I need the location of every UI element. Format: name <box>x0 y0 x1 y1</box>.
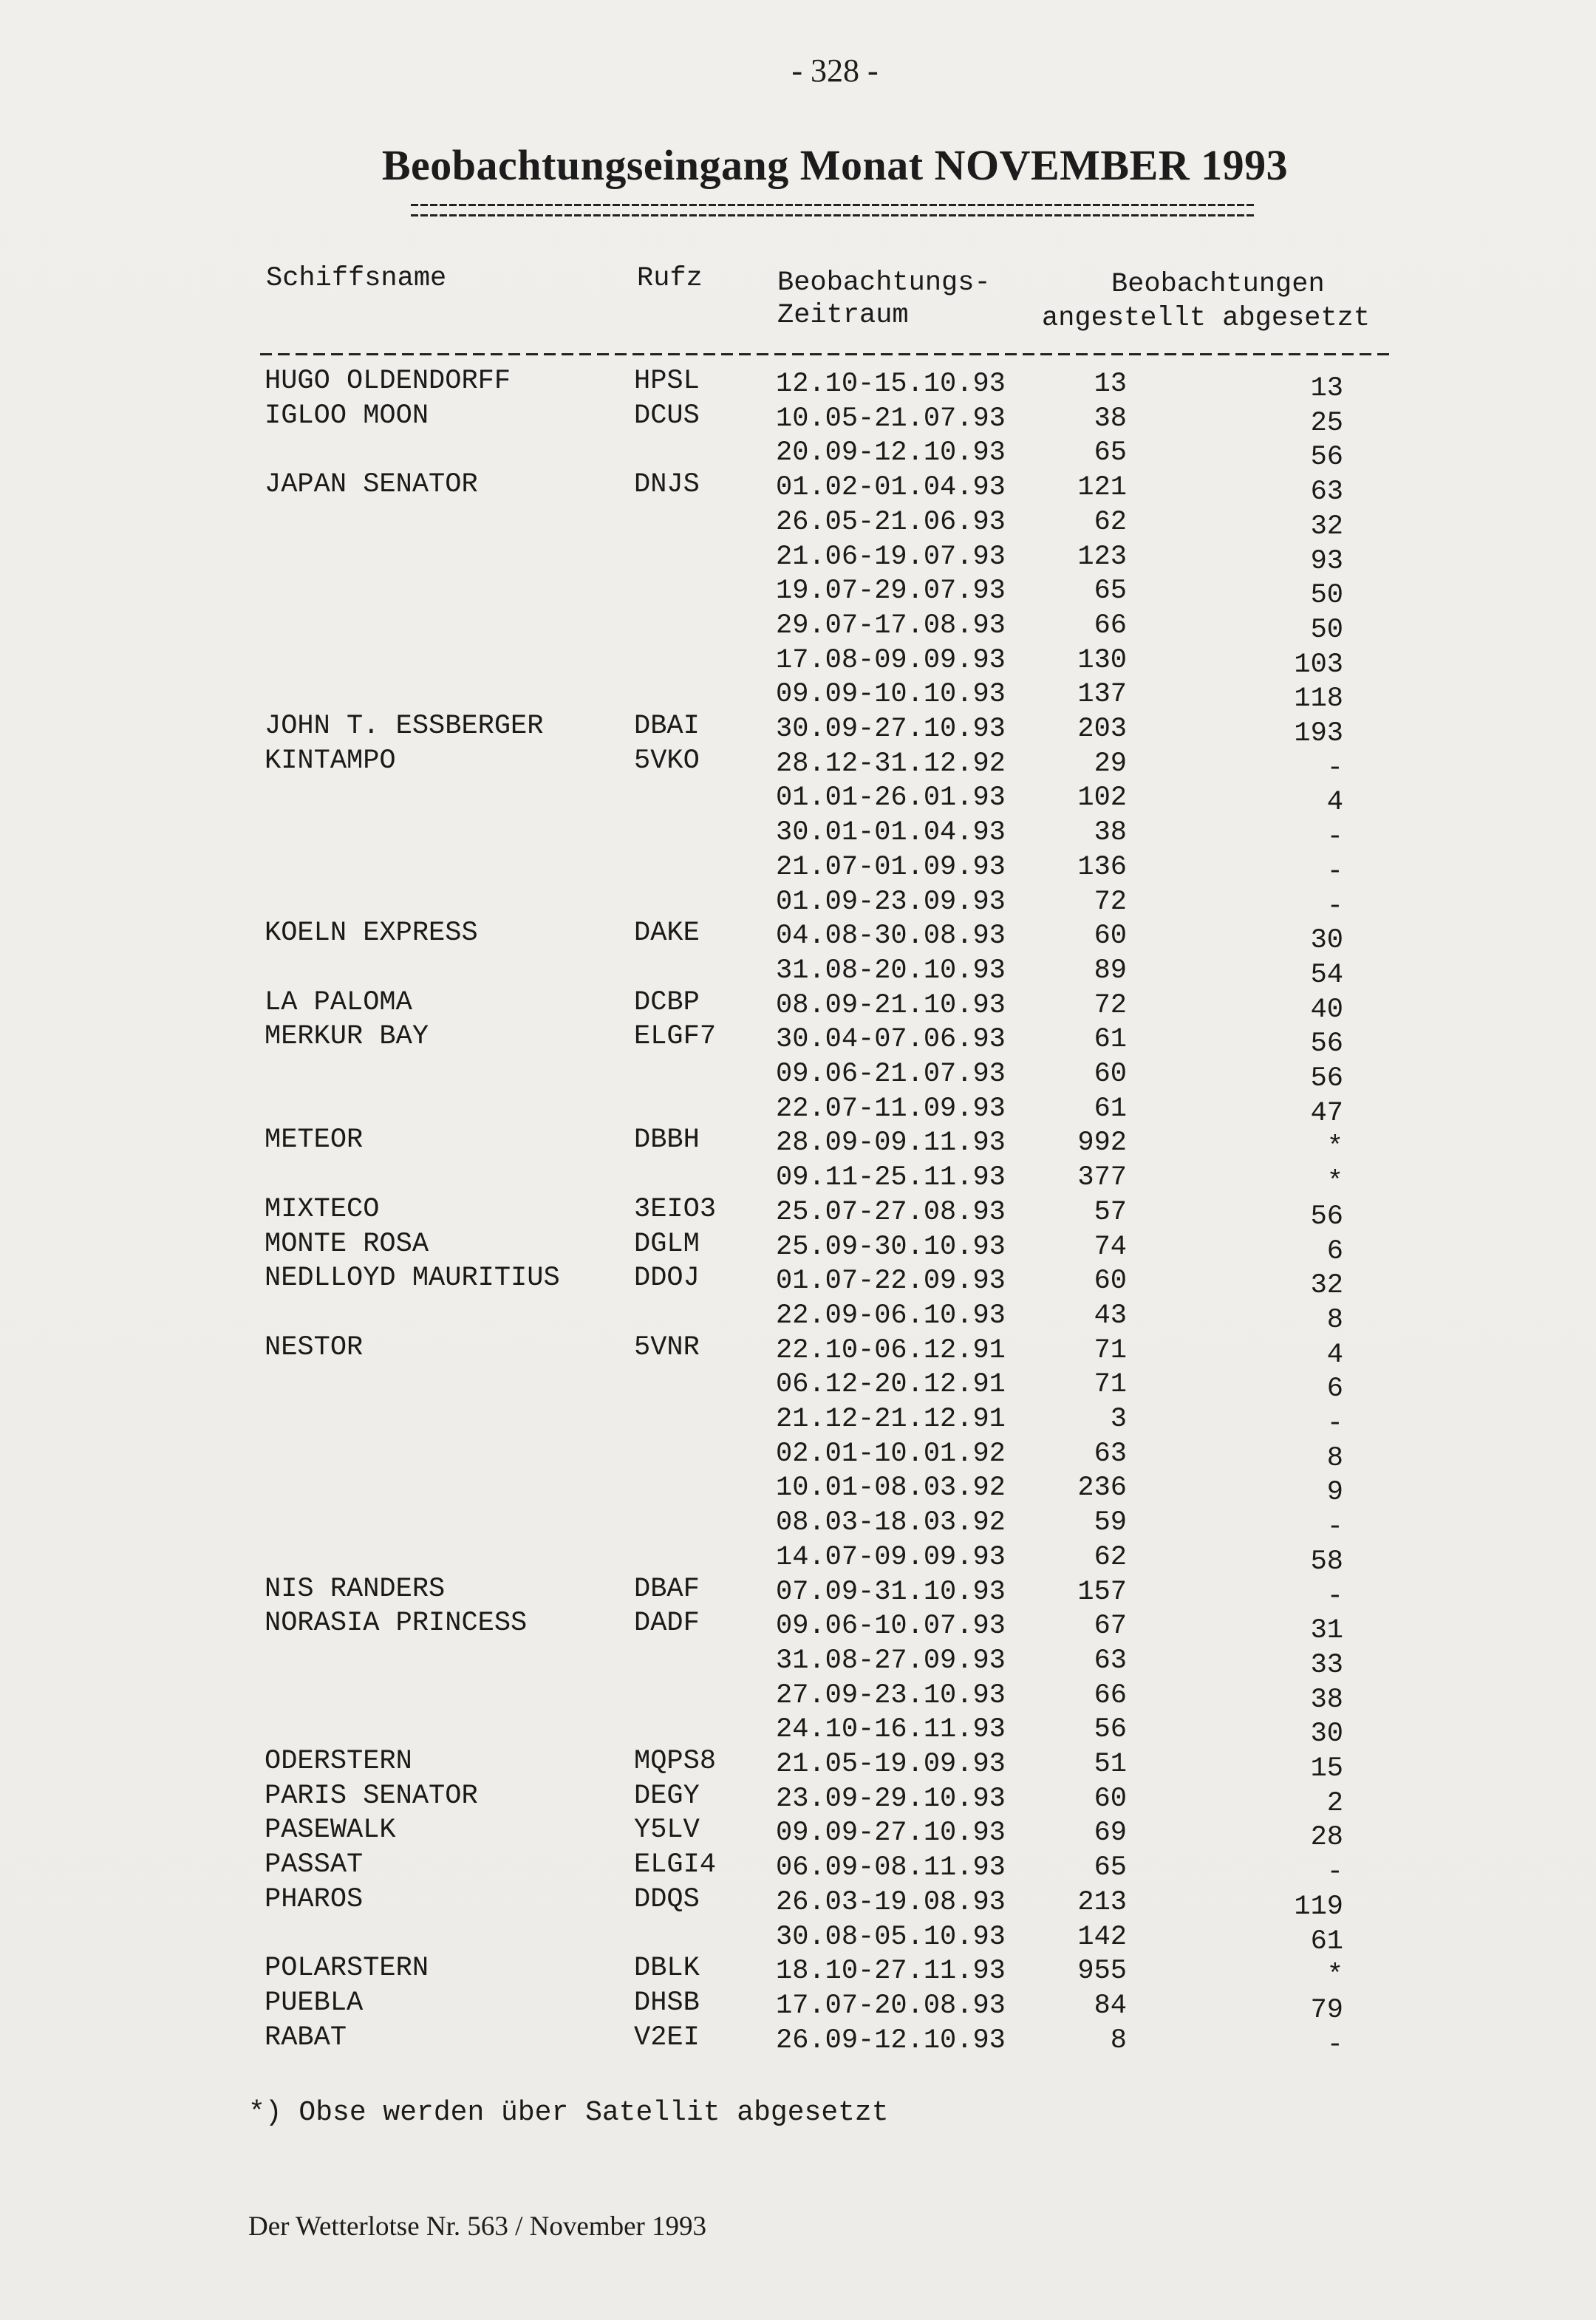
cell-ship-name: JAPAN SENATOR <box>265 469 478 501</box>
cell-period: 21.12-21.12.91 <box>776 1404 1006 1435</box>
cell-observations-sent: 33 <box>1310 1649 1343 1681</box>
cell-callsign: DGLM <box>634 1228 700 1260</box>
cell-period: 22.07-11.09.93 <box>776 1093 1006 1125</box>
cell-ship-name: PASEWALK <box>265 1815 396 1846</box>
cell-observations-made: 71 <box>1094 1369 1127 1401</box>
cell-period: 31.08-20.10.93 <box>776 955 1006 986</box>
cell-period: 09.11-25.11.93 <box>776 1162 1006 1194</box>
cell-observations-made: 3 <box>1110 1404 1127 1435</box>
header-period-line2: Zeitraum <box>777 300 909 331</box>
cell-observations-made: 72 <box>1094 989 1127 1021</box>
cell-period: 21.06-19.07.93 <box>776 541 1006 573</box>
cell-observations-made: 236 <box>1077 1473 1127 1504</box>
cell-observations-sent: - <box>1326 1512 1343 1543</box>
cell-observations-sent: 61 <box>1310 1925 1343 1957</box>
cell-ship-name: MERKUR BAY <box>265 1021 429 1053</box>
cell-period: 08.09-21.10.93 <box>776 989 1006 1021</box>
cell-observations-made: 67 <box>1094 1611 1127 1642</box>
page-number: - 328 - <box>791 52 879 89</box>
cell-ship-name: POLARSTERN <box>265 1953 429 1985</box>
cell-callsign: DCBP <box>634 986 700 1018</box>
cell-callsign: DDOJ <box>634 1263 700 1294</box>
cell-ship-name: METEOR <box>265 1125 364 1156</box>
cell-observations-sent: 9 <box>1326 1477 1343 1509</box>
cell-period: 01.01-26.01.93 <box>776 782 1006 814</box>
cell-observations-sent: * <box>1326 1167 1343 1198</box>
cell-observations-sent: 30 <box>1310 925 1343 957</box>
cell-observations-sent: 2 <box>1326 1787 1343 1819</box>
cell-observations-made: 955 <box>1077 1956 1127 1988</box>
cell-observations-sent: 25 <box>1310 407 1343 439</box>
cell-observations-made: 72 <box>1094 886 1127 918</box>
cell-callsign: DBAI <box>634 711 700 742</box>
cell-ship-name: NEDLLOYD MAURITIUS <box>265 1263 560 1294</box>
cell-period: 09.09-27.10.93 <box>776 1818 1006 1849</box>
cell-observations-sent: - <box>1326 890 1343 922</box>
cell-period: 31.08-27.09.93 <box>776 1645 1006 1676</box>
cell-observations-sent: 58 <box>1310 1546 1343 1577</box>
cell-observations-made: 66 <box>1094 610 1127 641</box>
cell-period: 09.06-10.07.93 <box>776 1611 1006 1642</box>
cell-callsign: DEGY <box>634 1780 700 1812</box>
header-observations-line2: angestellt abgesetzt <box>1042 303 1371 334</box>
cell-callsign: DNJS <box>634 469 700 501</box>
cell-period: 30.09-27.10.93 <box>776 714 1006 745</box>
cell-observations-made: 203 <box>1077 714 1127 745</box>
cell-period: 30.08-05.10.93 <box>776 1921 1006 1953</box>
cell-observations-made: 61 <box>1094 1093 1127 1125</box>
cell-period: 01.09-23.09.93 <box>776 886 1006 918</box>
cell-observations-sent: 193 <box>1294 718 1343 749</box>
cell-period: 17.08-09.09.93 <box>776 644 1006 676</box>
cell-observations-made: 13 <box>1094 369 1127 400</box>
cell-observations-made: 84 <box>1094 1990 1127 2022</box>
cell-observations-made: 89 <box>1094 955 1127 986</box>
cell-period: 29.07-17.08.93 <box>776 610 1006 641</box>
cell-period: 06.12-20.12.91 <box>776 1369 1006 1401</box>
cell-observations-sent: 50 <box>1310 580 1343 612</box>
cell-observations-made: 992 <box>1077 1127 1127 1159</box>
cell-observations-made: 121 <box>1077 472 1127 504</box>
cell-period: 26.03-19.08.93 <box>776 1886 1006 1918</box>
cell-observations-sent: 4 <box>1326 1339 1343 1371</box>
cell-period: 19.07-29.07.93 <box>776 576 1006 607</box>
cell-observations-made: 62 <box>1094 506 1127 538</box>
page-title: Beobachtungseingang Monat NOVEMBER 1993 <box>381 141 1289 189</box>
cell-observations-made: 123 <box>1077 541 1127 573</box>
cell-observations-sent: 13 <box>1310 373 1343 404</box>
cell-observations-sent: 15 <box>1310 1753 1343 1784</box>
cell-observations-made: 74 <box>1094 1231 1127 1263</box>
cell-ship-name: NESTOR <box>265 1331 364 1363</box>
cell-observations-sent: 103 <box>1294 649 1343 680</box>
cell-period: 06.09-08.11.93 <box>776 1852 1006 1884</box>
cell-callsign: 5VKO <box>634 745 700 777</box>
cell-observations-sent: 6 <box>1326 1235 1343 1267</box>
cell-callsign: DBBH <box>634 1125 700 1156</box>
cell-observations-sent: 32 <box>1310 1270 1343 1302</box>
cell-observations-sent: - <box>1326 822 1343 853</box>
cell-period: 01.07-22.09.93 <box>776 1266 1006 1297</box>
cell-observations-made: 56 <box>1094 1714 1127 1746</box>
cell-observations-made: 60 <box>1094 1059 1127 1090</box>
cell-observations-sent: 93 <box>1310 545 1343 577</box>
cell-observations-sent: - <box>1326 1857 1343 1889</box>
cell-observations-made: 51 <box>1094 1749 1127 1780</box>
footnote: *) Obse werden über Satellit abgesetzt <box>248 2097 889 2129</box>
cell-observations-made: 8 <box>1110 2024 1127 2056</box>
header-callsign: Rufz <box>637 263 703 294</box>
cell-observations-sent: 6 <box>1326 1374 1343 1405</box>
cell-observations-made: 38 <box>1094 403 1127 434</box>
cell-period: 30.01-01.04.93 <box>776 817 1006 849</box>
cell-observations-sent: 4 <box>1326 787 1343 819</box>
cell-period: 20.09-12.10.93 <box>776 437 1006 469</box>
cell-ship-name: HUGO OLDENDORFF <box>265 366 511 397</box>
cell-ship-name: NORASIA PRINCESS <box>265 1608 528 1640</box>
cell-period: 14.07-09.09.93 <box>776 1541 1006 1573</box>
cell-observations-sent: 50 <box>1310 614 1343 646</box>
cell-observations-made: 377 <box>1077 1162 1127 1194</box>
header-ship-name: Schiffsname <box>266 263 447 294</box>
cell-ship-name: PASSAT <box>265 1849 364 1881</box>
cell-observations-made: 62 <box>1094 1541 1127 1573</box>
cell-observations-sent: 30 <box>1310 1719 1343 1750</box>
cell-period: 27.09-23.10.93 <box>776 1679 1006 1711</box>
cell-observations-made: 57 <box>1094 1196 1127 1228</box>
cell-callsign: MQPS8 <box>634 1746 717 1777</box>
cell-observations-sent: 63 <box>1310 477 1343 508</box>
cell-observations-made: 142 <box>1077 1921 1127 1953</box>
cell-observations-made: 59 <box>1094 1507 1127 1539</box>
cell-observations-sent: 8 <box>1326 1442 1343 1474</box>
cell-callsign: DBAF <box>634 1573 700 1605</box>
cell-observations-sent: * <box>1326 1960 1343 1992</box>
cell-ship-name: PUEBLA <box>265 1987 364 2019</box>
cell-observations-sent: 54 <box>1310 959 1343 991</box>
cell-period: 24.10-16.11.93 <box>776 1714 1006 1746</box>
cell-period: 10.05-21.07.93 <box>776 403 1006 434</box>
cell-callsign: DBLK <box>634 1953 700 1985</box>
cell-observations-made: 65 <box>1094 576 1127 607</box>
cell-ship-name: MIXTECO <box>265 1193 380 1225</box>
cell-callsign: HPSL <box>634 366 700 397</box>
cell-period: 09.06-21.07.93 <box>776 1059 1006 1090</box>
cell-callsign: ELGF7 <box>634 1021 717 1053</box>
cell-observations-sent: 56 <box>1310 442 1343 474</box>
cell-callsign: DHSB <box>634 1987 700 2019</box>
cell-observations-made: 69 <box>1094 1818 1127 1849</box>
cell-observations-sent: 31 <box>1310 1615 1343 1647</box>
cell-ship-name: NIS RANDERS <box>265 1573 446 1605</box>
cell-observations-sent: - <box>1326 2029 1343 2061</box>
cell-ship-name: LA PALOMA <box>265 986 412 1018</box>
cell-ship-name: PHAROS <box>265 1883 364 1915</box>
cell-observations-made: 102 <box>1077 782 1127 814</box>
cell-ship-name: IGLOO MOON <box>265 400 429 431</box>
cell-period: 02.01-10.01.92 <box>776 1438 1006 1470</box>
cell-observations-made: 63 <box>1094 1645 1127 1676</box>
cell-period: 04.08-30.08.93 <box>776 921 1006 952</box>
cell-observations-sent: 56 <box>1310 1063 1343 1094</box>
cell-observations-made: 213 <box>1077 1886 1127 1918</box>
cell-observations-sent: - <box>1326 752 1343 784</box>
cell-period: 25.09-30.10.93 <box>776 1231 1006 1263</box>
cell-callsign: 3EIO3 <box>634 1193 717 1225</box>
cell-observations-sent: 8 <box>1326 1304 1343 1336</box>
cell-observations-sent: 56 <box>1310 1201 1343 1232</box>
cell-callsign: DADF <box>634 1608 700 1640</box>
cell-observations-made: 66 <box>1094 1679 1127 1711</box>
cell-period: 10.01-08.03.92 <box>776 1473 1006 1504</box>
cell-observations-sent: 47 <box>1310 1097 1343 1129</box>
cell-observations-sent: 28 <box>1310 1822 1343 1854</box>
cell-observations-sent: 32 <box>1310 511 1343 542</box>
cell-period: 18.10-27.11.93 <box>776 1956 1006 1988</box>
cell-observations-sent: * <box>1326 1132 1343 1164</box>
cell-callsign: V2EI <box>634 2022 700 2053</box>
cell-observations-made: 65 <box>1094 1852 1127 1884</box>
cell-callsign: Y5LV <box>634 1815 700 1846</box>
cell-observations-sent: 119 <box>1294 1891 1343 1922</box>
cell-period: 07.09-31.10.93 <box>776 1576 1006 1608</box>
cell-observations-made: 130 <box>1077 644 1127 676</box>
cell-observations-made: 71 <box>1094 1334 1127 1366</box>
cell-period: 12.10-15.10.93 <box>776 369 1006 400</box>
cell-ship-name: JOHN T. ESSBERGER <box>265 711 544 742</box>
cell-observations-made: 43 <box>1094 1300 1127 1331</box>
cell-observations-sent: 40 <box>1310 994 1343 1026</box>
cell-period: 26.09-12.10.93 <box>776 2024 1006 2056</box>
cell-callsign: 5VNR <box>634 1331 700 1363</box>
cell-ship-name: PARIS SENATOR <box>265 1780 478 1812</box>
cell-observations-made: 137 <box>1077 679 1127 711</box>
cell-ship-name: MONTE ROSA <box>265 1228 429 1260</box>
cell-period: 22.09-06.10.93 <box>776 1300 1006 1331</box>
cell-callsign: ELGI4 <box>634 1849 717 1881</box>
cell-observations-sent: 38 <box>1310 1684 1343 1716</box>
cell-period: 21.07-01.09.93 <box>776 851 1006 883</box>
header-period-line1: Beobachtungs- <box>777 267 991 298</box>
cell-callsign: DCUS <box>634 400 700 431</box>
cell-period: 30.04-07.06.93 <box>776 1024 1006 1056</box>
cell-observations-made: 38 <box>1094 817 1127 849</box>
cell-observations-made: 65 <box>1094 437 1127 469</box>
cell-ship-name: KINTAMPO <box>265 745 396 777</box>
cell-observations-made: 136 <box>1077 851 1127 883</box>
page-footer: Der Wetterlotse Nr. 563 / November 1993 <box>248 2211 707 2242</box>
cell-observations-made: 60 <box>1094 1266 1127 1297</box>
cell-ship-name: KOELN EXPRESS <box>265 918 478 949</box>
cell-ship-name: RABAT <box>265 2022 347 2053</box>
cell-observations-made: 61 <box>1094 1024 1127 1056</box>
cell-period: 22.10-06.12.91 <box>776 1334 1006 1366</box>
cell-observations-sent: 79 <box>1310 1994 1343 2026</box>
cell-period: 25.07-27.08.93 <box>776 1196 1006 1228</box>
cell-callsign: DAKE <box>634 918 700 949</box>
cell-observations-made: 157 <box>1077 1576 1127 1608</box>
cell-observations-made: 29 <box>1094 748 1127 779</box>
cell-observations-made: 60 <box>1094 921 1127 952</box>
cell-period: 21.05-19.09.93 <box>776 1749 1006 1780</box>
cell-ship-name: ODERSTERN <box>265 1746 412 1777</box>
cell-observations-made: 63 <box>1094 1438 1127 1470</box>
header-observations-line1: Beobachtungen <box>1111 269 1325 300</box>
cell-period: 26.05-21.06.93 <box>776 506 1006 538</box>
cell-observations-sent: - <box>1326 856 1343 887</box>
cell-observations-sent: 56 <box>1310 1028 1343 1060</box>
cell-observations-made: 60 <box>1094 1783 1127 1815</box>
cell-callsign: DDQS <box>634 1883 700 1915</box>
cell-period: 08.03-18.03.92 <box>776 1507 1006 1539</box>
cell-period: 28.09-09.11.93 <box>776 1127 1006 1159</box>
cell-period: 23.09-29.10.93 <box>776 1783 1006 1815</box>
cell-period: 17.07-20.08.93 <box>776 1990 1006 2022</box>
cell-period: 28.12-31.12.92 <box>776 748 1006 779</box>
cell-observations-sent: - <box>1326 1408 1343 1439</box>
cell-period: 09.09-10.10.93 <box>776 679 1006 711</box>
cell-period: 01.02-01.04.93 <box>776 472 1006 504</box>
cell-observations-sent: - <box>1326 1580 1343 1612</box>
cell-observations-sent: 118 <box>1294 683 1343 715</box>
